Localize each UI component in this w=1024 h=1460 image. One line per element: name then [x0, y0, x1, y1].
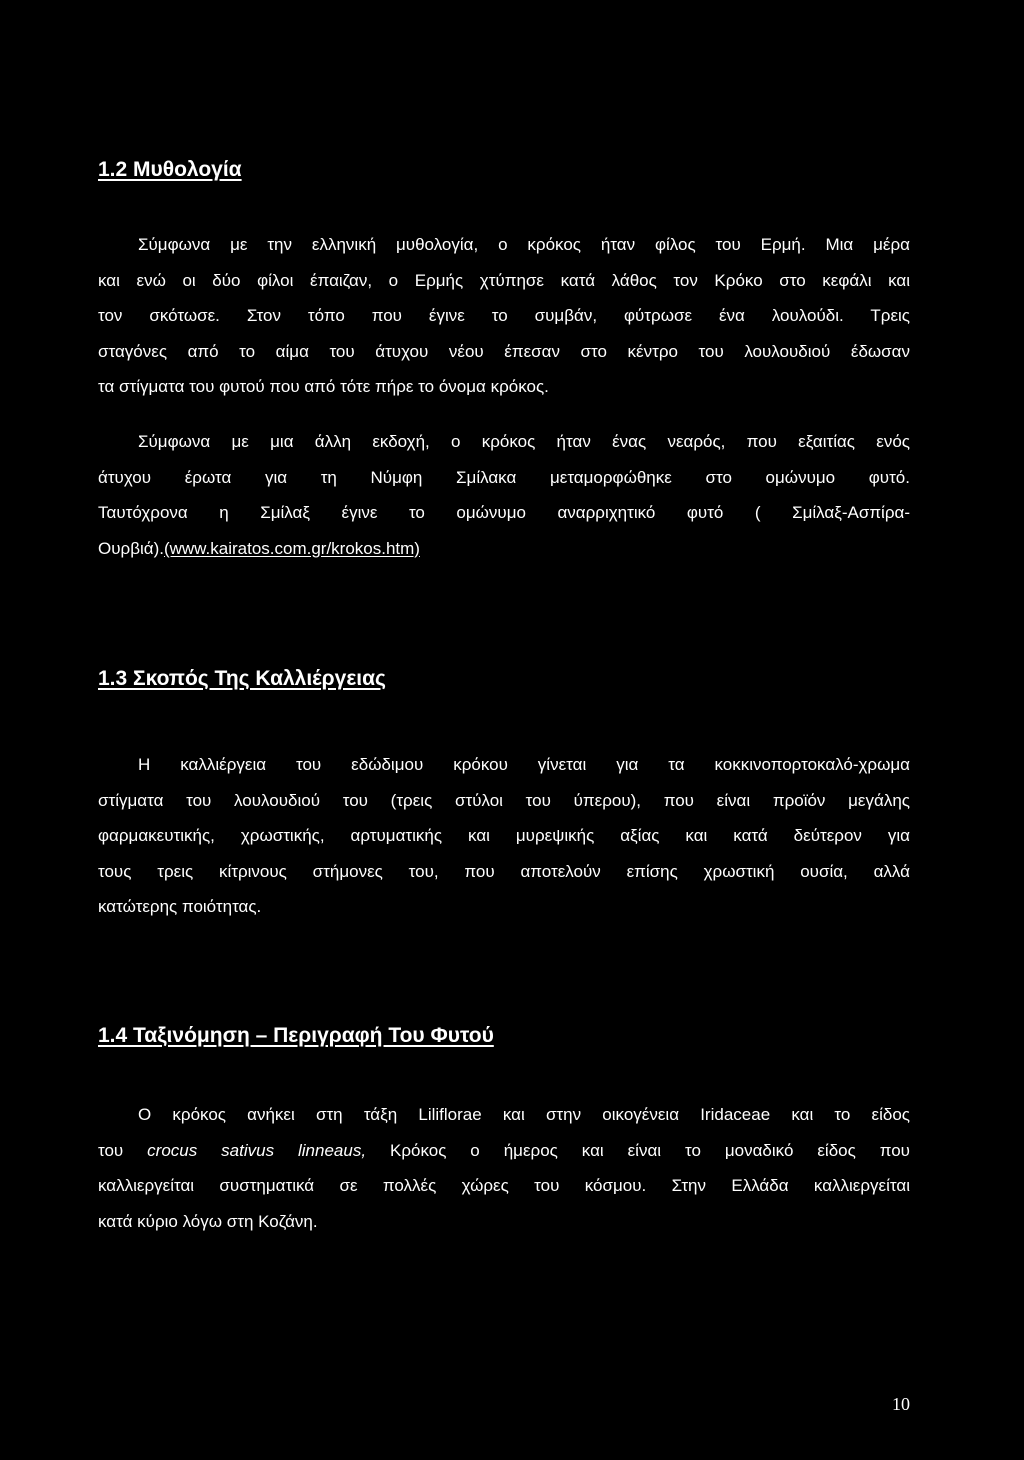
- section-title-classification: 1.4 Ταξινόμηση – Περιγραφή Του Φυτού: [98, 1024, 494, 1047]
- source-link[interactable]: (www.kairatos.com.gr/krokos.htm): [163, 538, 420, 558]
- text-line: κατώτερης ποιότητας.: [98, 897, 262, 916]
- paragraph-mythology-1: [98, 227, 910, 405]
- paragraph-mythology-2: [98, 424, 910, 566]
- page-number: 10: [892, 1394, 910, 1414]
- text-fragment: του: [98, 1140, 148, 1160]
- text-line: κατά κύριο λόγω στη Κοζάνη.: [98, 1211, 318, 1231]
- text-line: σταγόνες από το αίμα του άτυχου νέου έπεσαν στο κέντρο του λουλουδιού έδωσαν: [98, 341, 910, 361]
- text-line: Η καλλιέργεια του εδώδιμου κρόκου γίνεται για τα κοκκινοπορτοκαλό-χρωμα: [138, 755, 910, 774]
- text-line-start: Ουρβιά).: [98, 538, 164, 558]
- text-line: Ταυτόχρονα η Σμίλαξ έγινε το ομώνυμο αναρριχητικό φυτό ( Σμίλαξ-Ασπίρα-: [98, 503, 910, 522]
- paragraph-classification: [98, 1097, 910, 1239]
- paragraph-cultivation-purpose: [98, 747, 910, 925]
- text-line: τα στίγματα του φυτού που από τότε πήρε το όνομα κρόκος.: [98, 377, 549, 396]
- text-line: [98, 531, 910, 567]
- text-line: φαρμακευτικής, χρωστικής, αρτυματικής και μυρεψικής αξίας και κατά δεύτερον για: [98, 826, 910, 845]
- text-line: Ο κρόκος ανήκει στη τάξη Liliflorae και στην οικογένεια Iridaceae και το είδος: [138, 1105, 910, 1124]
- text-line: και ενώ οι δύο φίλοι έπαιζαν, ο Ερμής χτύπησε κατά λάθος τον Κρόκο στο κεφάλι και: [98, 270, 910, 290]
- text-line: στίγματα του λουλουδιού του (τρεις στύλοι του ύπερου), που είναι προϊόν μεγάλης: [98, 790, 910, 810]
- text-line: καλλιεργείται συστηματικά σε πολλές χώρες του κόσμου. Στην Ελλάδα καλλιεργείται: [98, 1176, 910, 1195]
- text-line-with-species: [98, 1133, 910, 1169]
- species-name: crocus sativus linneaus,: [147, 1140, 367, 1160]
- section-title-mythology: 1.2 Μυθολογία: [98, 158, 242, 181]
- text-line: Σύμφωνα με μια άλλη εκδοχή, ο κρόκος ήταν ένας νεαρός, που εξαιτίας ενός: [138, 432, 910, 451]
- text-line: τους τρεις κίτρινους στήμονες του, που αποτελούν επίσης χρωστική ουσία, αλλά: [98, 861, 910, 881]
- text-line: άτυχου έρωτα για τη Νύμφη Σμίλακα μεταμορφώθηκε στο ομώνυμο φυτό.: [98, 467, 910, 487]
- text-line: Σύμφωνα με την ελληνική μυθολογία, ο κρόκος ήταν φίλος του Ερμή. Μια μέρα: [138, 235, 910, 254]
- text-line: τον σκότωσε. Στον τόπο που έγινε το συμβάν, φύτρωσε ένα λουλούδι. Τρεις: [98, 306, 910, 325]
- section-title-cultivation-purpose: 1.3 Σκοπός Της Καλλιέργειας: [98, 667, 386, 690]
- text-fragment: Κρόκος ο ήμερος και είναι το μοναδικό είδος που: [366, 1140, 910, 1160]
